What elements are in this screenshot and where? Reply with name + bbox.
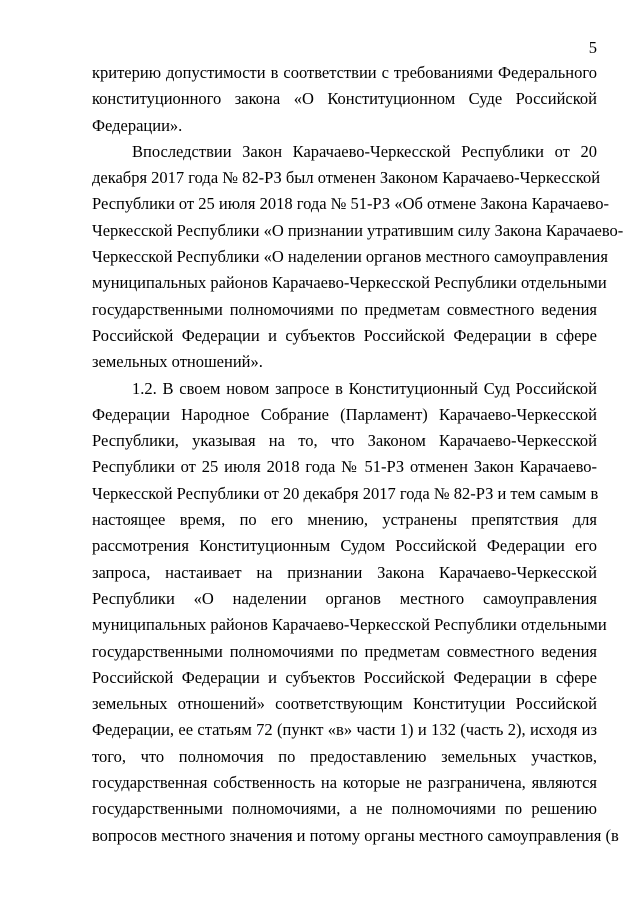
- text-line: конституционного закона «О Конституционном Суде Российской: [92, 89, 597, 109]
- text-line: декабря 2017 года № 82-РЗ был отменен Законом Карачаево-Черкесской: [92, 168, 601, 188]
- text-line: государственными полномочиями по предметам совместного ведения: [92, 641, 597, 661]
- text-line: Республики «О наделении органов местного самоуправления: [92, 588, 597, 608]
- paragraph-1: [92, 60, 597, 139]
- text-line: настоящее время, по его мнению, устранены препятствия для: [92, 510, 597, 530]
- text-line: государственными полномочиями по предметам совместного ведения: [92, 299, 597, 319]
- text-line: Республики от 25 июля 2018 года № 51-РЗ «Об отмене Закона Карачаево-: [92, 194, 609, 214]
- text-line: государственными полномочиями, а не полномочиями по решению: [92, 799, 597, 819]
- text-line: рассмотрения Конституционным Судом Российской Федерации его: [92, 536, 597, 556]
- text-line: Республики, указывая на то, что Законом Карачаево-Черкесской: [92, 431, 597, 451]
- text-line: земельных отношений» соответствующим Конституции Российской: [92, 694, 597, 714]
- text-line: Российской Федерации и субъектов Российской Федерации в сфере: [92, 325, 597, 345]
- text-line: муниципальных районов Карачаево-Черкесской Республики отдельными: [92, 273, 607, 293]
- text-line: Впоследствии Закон Карачаево-Черкесской Республики от 20: [132, 141, 597, 161]
- text-line: Черкесской Республики «О наделении органов местного самоуправления: [92, 247, 608, 267]
- text-line: государственная собственность на которые не разграничена, являются: [92, 773, 597, 793]
- paragraph-3: [92, 376, 619, 849]
- text-line: муниципальных районов Карачаево-Черкесской Республики отдельными: [92, 615, 607, 635]
- text-line: Федерации».: [92, 115, 183, 135]
- text-line: Республики от 25 июля 2018 года № 51-РЗ отменен Закон Карачаево-: [92, 457, 597, 477]
- text-line: Черкесской Республики «О признании утратившим силу Закона Карачаево-: [92, 220, 624, 240]
- document-body: [92, 60, 624, 849]
- text-line: того, что полномочия по предоставлению земельных участков,: [92, 746, 597, 766]
- text-line: Черкесской Республики от 20 декабря 2017 года № 82-РЗ и тем самым в: [92, 483, 599, 503]
- text-line: Российской Федерации и субъектов Российской Федерации в сфере: [92, 667, 597, 687]
- text-line: Федерации Народное Собрание (Парламент) Карачаево-Черкесской: [92, 404, 597, 424]
- text-line: запроса, настаивает на признании Закона Карачаево-Черкесской: [92, 562, 597, 582]
- paragraph-2: [92, 139, 624, 376]
- text-line: вопросов местного значения и потому органы местного самоуправления (в: [92, 825, 619, 845]
- text-line: Федерации, ее статьям 72 (пункт «в» части 1) и 132 (часть 2), исходя из: [92, 720, 597, 740]
- text-line: критерию допустимости в соответствии с требованиями Федерального: [92, 63, 597, 82]
- page-number: 5: [588, 38, 597, 57]
- text-line: земельных отношений».: [92, 352, 263, 372]
- text-line: 1.2. В своем новом запросе в Конституционный Суд Российской: [132, 378, 597, 398]
